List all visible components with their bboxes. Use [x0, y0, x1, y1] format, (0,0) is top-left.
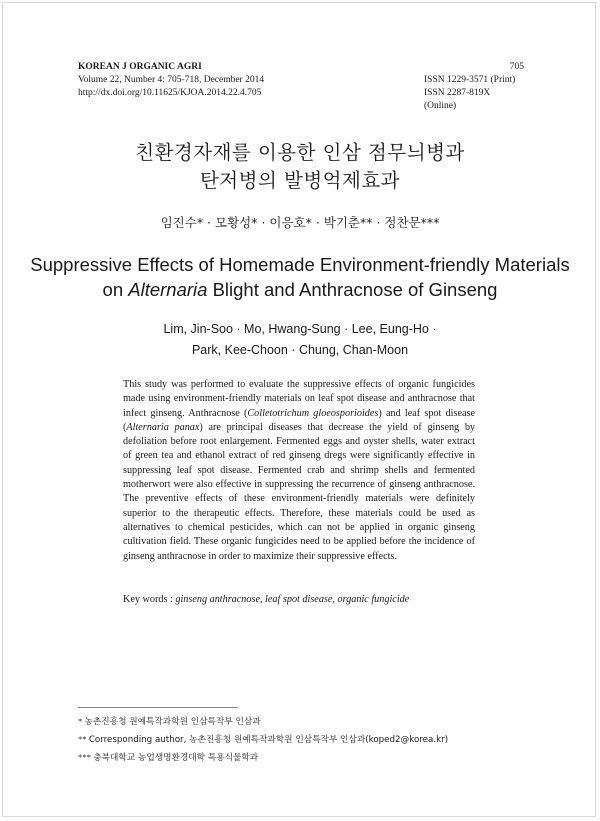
footnote-mark: **	[78, 734, 89, 744]
abstract-text-2: ) and leaf spot disease (	[123, 407, 475, 433]
footnote-text: 농촌진흥청 원예특작과학원 인삼특작부 인삼과	[84, 717, 261, 727]
english-title-prefix: on	[102, 279, 129, 300]
korean-title	[0, 139, 600, 195]
english-authors-line-2: Park, Kee-Choon · Chung, Chan-Moon	[191, 343, 409, 357]
footnote-mark: *	[78, 716, 85, 726]
english-title-line-2	[0, 277, 600, 302]
footnote-text: Corresponding author, 농촌진흥청 원예특작과학원 인삼특작부 인삼과(koped2@korea.kr)	[88, 735, 449, 745]
species-colletotrichum: Colletotrichum gloeosporioides	[247, 407, 379, 419]
english-title	[0, 252, 600, 302]
issn-print: ISSN 1229-3571 (Print)	[424, 75, 516, 85]
issn-online: ISSN 2287-819X (Online)	[424, 88, 491, 111]
page-number: 705	[509, 62, 524, 72]
english-title-genus: Alternaria	[128, 279, 208, 300]
footnote-affiliation-2	[78, 749, 538, 767]
english-authors	[0, 319, 600, 361]
korean-title-line-2: 탄저병의 발병억제효과	[199, 169, 401, 192]
keywords-terms: ginseng anthracnose, leaf spot disease, organic fungicide	[175, 594, 410, 605]
species-alternaria: Alternaria panax	[126, 421, 200, 433]
volume-info: Volume 22, Number 4: 705-718, December 2014	[78, 75, 265, 85]
journal-name: KOREAN J ORGANIC AGRI	[78, 62, 202, 72]
footnote-divider	[78, 707, 238, 708]
abstract-text-3: ) are principal diseases that decrease the yield of ginseng by defoliation before root enlargement. Fermented eggs and oyster shells, water extract of green tea and ethanol extract of red ginseng dregs were significantly effective in suppressing leaf spot disease. Fermented crab and shrimp shells and fermented motherwort were also effective in suppressing the recurrence of ginseng anthracnose. The preventive effects of these environment-friendly materials were definitely superior to the therapeutic effects. Therefore, these materials could be used as alternatives to chemical pesticides, which can not be applied in organic ginseng cultivation field. These organic fungicides need to be applied before the incidence of ginseng anthracnose in order to maximize their suppressive effects.	[123, 421, 476, 562]
english-title-line-1: Suppressive Effects of Homemade Environment-friendly Materials	[30, 254, 570, 275]
korean-title-line-1: 친환경자재를 이용한 인삼 점무늬병과	[135, 141, 465, 164]
footnote-text: 충북대학교 농업생명환경대학 특용식물학과	[93, 753, 259, 763]
abstract	[123, 378, 475, 564]
footnote-mark: ***	[78, 752, 94, 762]
keywords	[123, 593, 483, 607]
footnotes	[78, 713, 538, 767]
journal-header	[78, 61, 264, 100]
issn-block	[424, 61, 524, 113]
footnote-corresponding-author	[78, 731, 538, 749]
english-authors-line-1: Lim, Jin-Soo · Mo, Hwang-Sung · Lee, Eung-Ho ·	[163, 322, 437, 336]
doi-link[interactable]: http://dx.doi.org/10.11625/KJOA.2014.22.4.705	[78, 88, 262, 98]
keywords-label: Key words :	[123, 594, 176, 605]
footnote-affiliation-1	[78, 713, 538, 731]
abstract-text-1: This study was performed to evaluate the suppressive effects of organic fungicides made using environment-friendly materials on leaf spot disease and anthracnose that infect ginseng. Anthracnose (	[123, 379, 475, 419]
korean-authors: 임진수* · 모황성* · 이응호* · 박기춘** · 정찬문***	[160, 215, 440, 230]
english-title-suffix: Blight and Anthracnose of Ginseng	[207, 279, 498, 300]
